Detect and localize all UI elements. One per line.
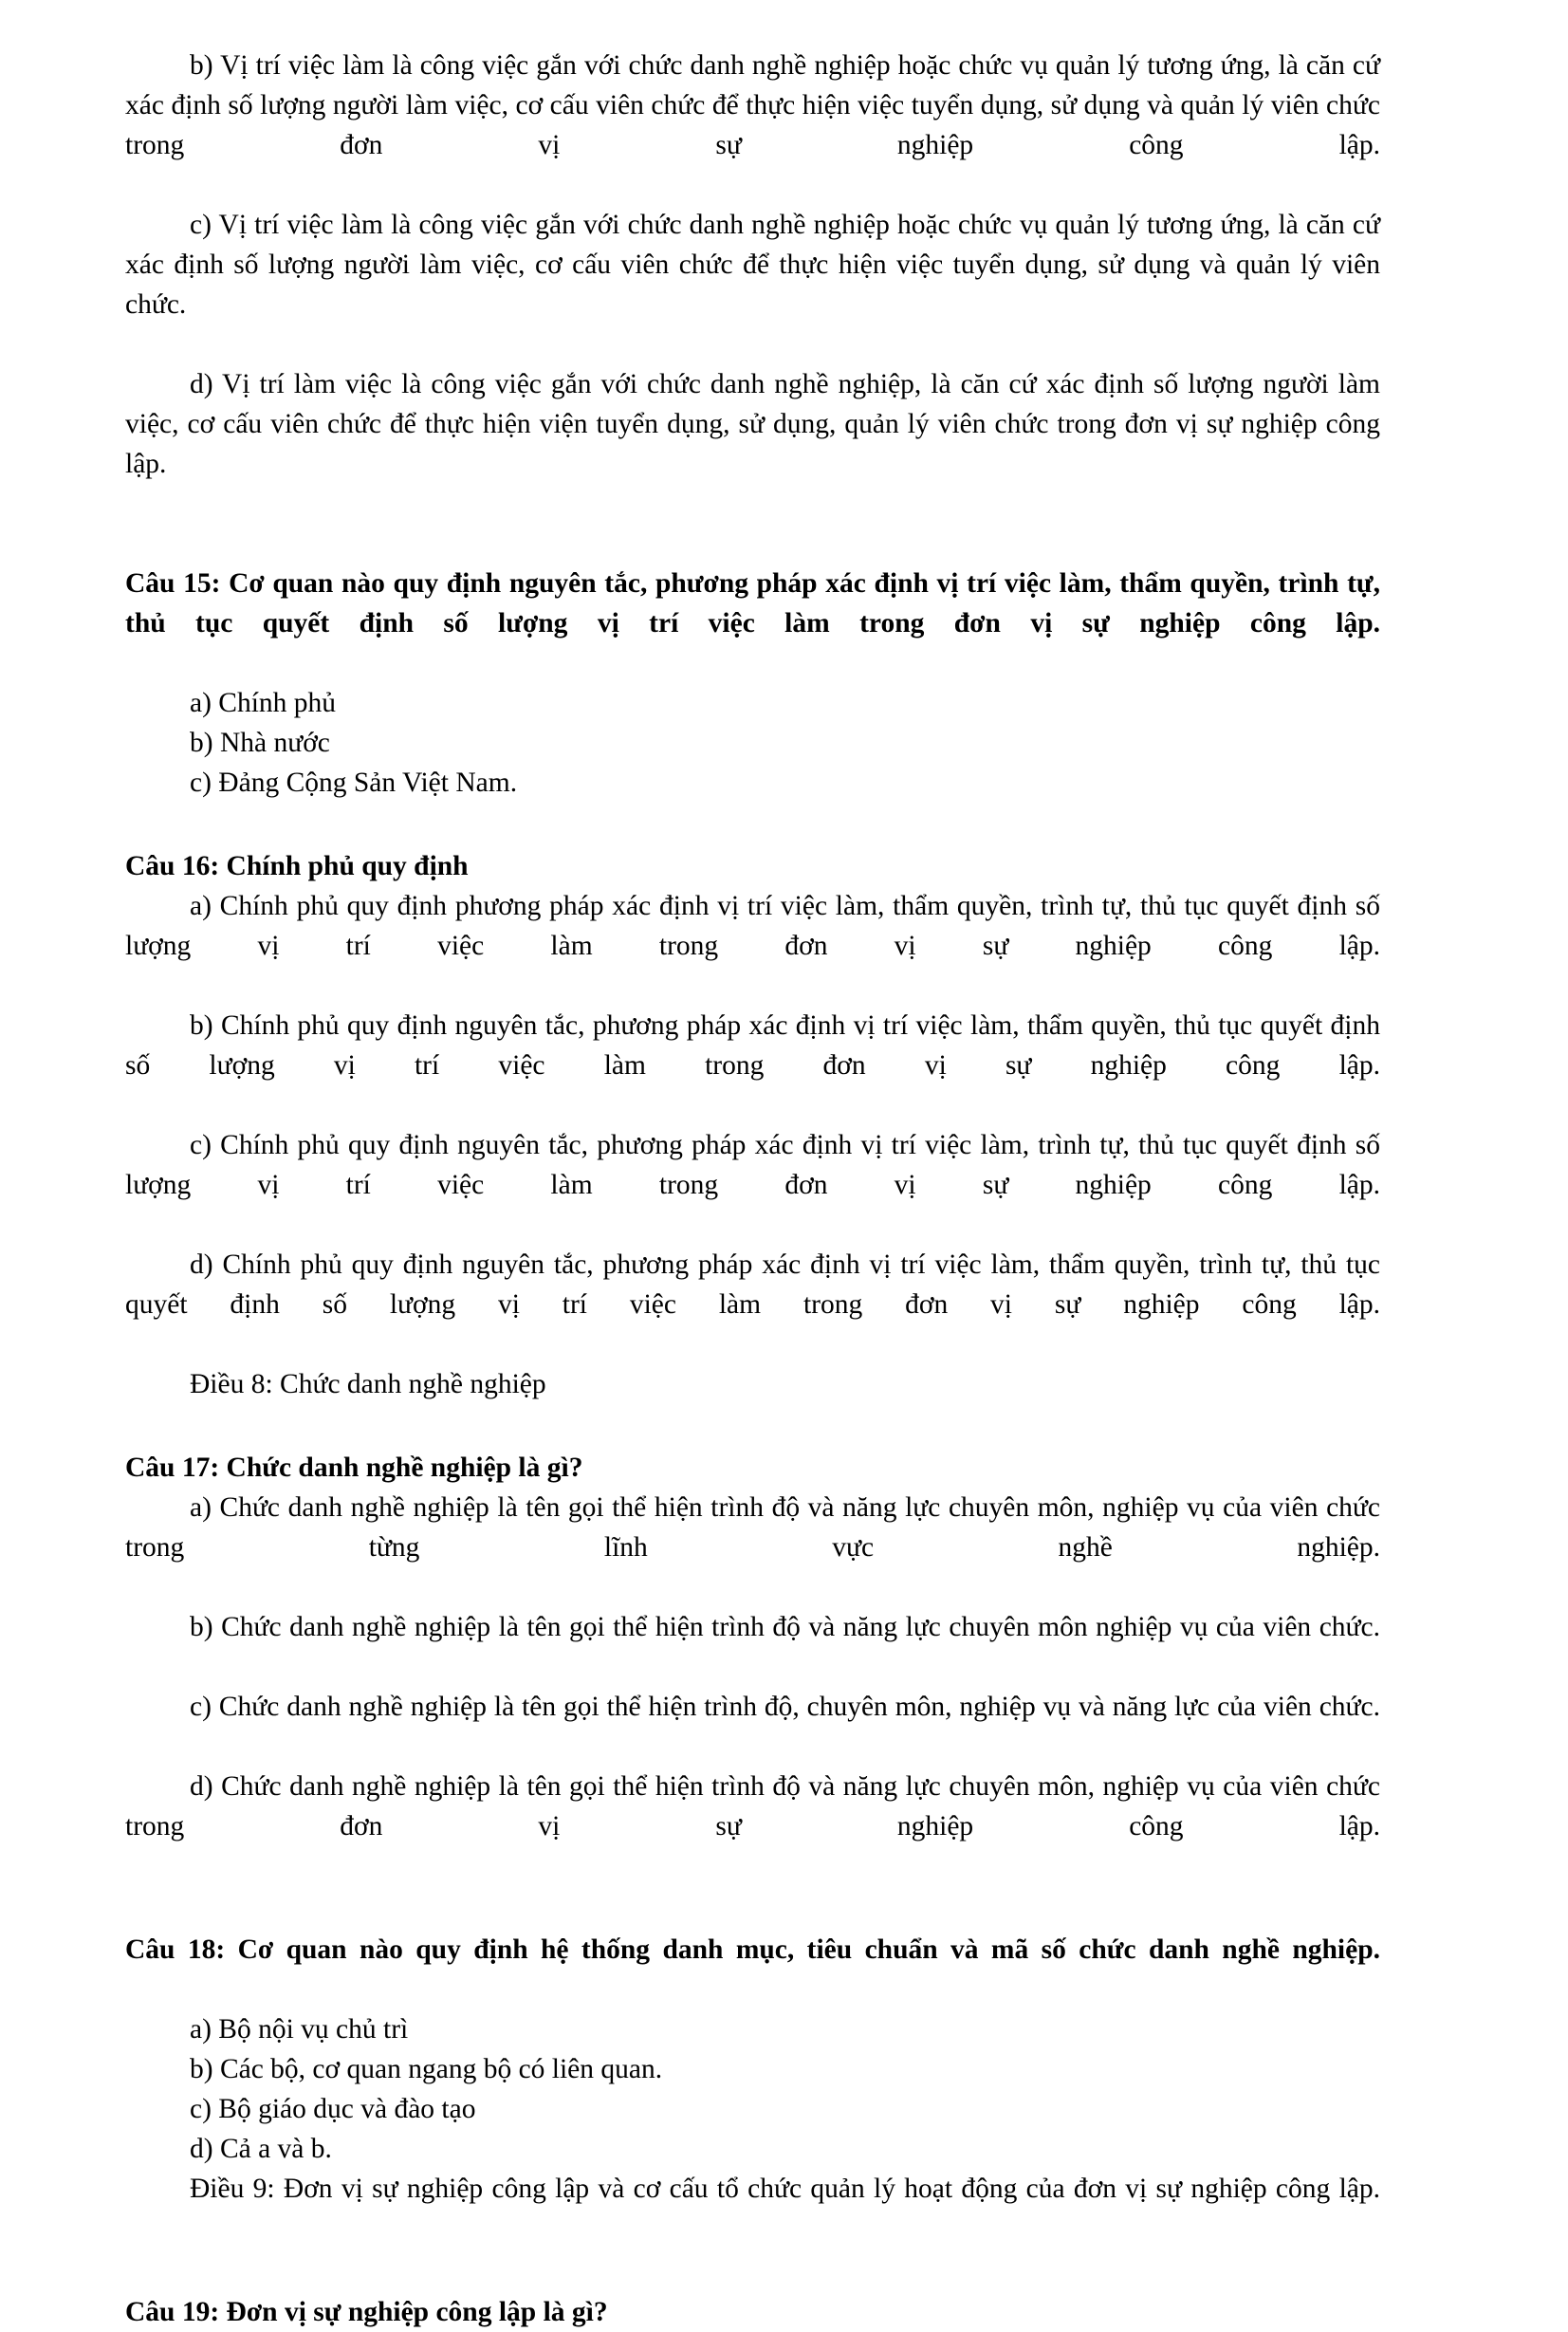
block-spacer (125, 1886, 1380, 1930)
question-heading-cau-18: Câu 18: Cơ quan nào quy định hệ thống danh mục, tiêu chuẩn và mã số chức danh nghề nghiệp. (125, 1934, 1380, 1965)
option-cau-17-a: a) Chức danh nghề nghiệp là tên gọi thể hiện trình độ và năng lực chuyên môn, nghiệp vụ của viên chức trong từng lĩnh vực nghề nghiệp. (125, 1492, 1380, 1563)
option-cau-16-d: d) Chính phủ quy định nguyên tắc, phương pháp xác định vị trí việc làm, thẩm quyền, trình tự, thủ tục quyết định số lượng vị trí việc làm trong đơn vị sự nghiệp công lập. (125, 1249, 1380, 1320)
option-cau-16-a: a) Chính phủ quy định phương pháp xác định vị trí việc làm, thẩm quyền, trình tự, thủ tục quyết định số lượng vị trí việc làm trong đơn vị sự nghiệp công lập. (125, 891, 1380, 961)
question-heading-cau-19: Câu 19: Đơn vị sự nghiệp công lập là gì? (125, 2297, 608, 2327)
option-cau-17-c: c) Chức danh nghề nghiệp là tên gọi thể hiện trình độ, chuyên môn, nghiệp vụ và năng lực của viên chức. (190, 1692, 1380, 1722)
option-cau-15-a: a) Chính phủ (190, 688, 337, 718)
block-spacer (125, 2249, 1380, 2292)
question-heading-cau-17: Câu 17: Chức danh nghề nghiệp là gì? (125, 1453, 583, 1483)
question-heading-cau-16: Câu 16: Chính phủ quy định (125, 851, 469, 881)
paragraph-q14-option-c: c) Vị trí việc làm là công việc gắn với chức danh nghề nghiệp hoặc chức vụ quản lý tương ứng, là căn cứ xác định số lượng người làm việc, cơ cấu viên chức để thực hiện việc tuyển dụng, sử dụng và quản lý viên chức. (125, 210, 1380, 320)
block-spacer (125, 524, 1380, 564)
option-cau-18-b: b) Các bộ, cơ quan ngang bộ có liên quan. (190, 2054, 663, 2084)
note-dieu-9: Điều 9: Đơn vị sự nghiệp công lập và cơ cấu tổ chức quản lý hoạt động của đơn vị sự nghiệp công lập. (190, 2174, 1380, 2204)
option-cau-18-d: d) Cả a và b. (190, 2134, 332, 2164)
option-cau-17-b: b) Chức danh nghề nghiệp là tên gọi thể hiện trình độ và năng lực chuyên môn nghiệp vụ của viên chức. (190, 1612, 1380, 1642)
option-cau-16-b: b) Chính phủ quy định nguyên tắc, phương pháp xác định vị trí việc làm, thẩm quyền, thủ tục quyết định số lượng vị trí việc làm trong đơn vị sự nghiệp công lập. (125, 1010, 1380, 1081)
paragraph-q14-option-b: b) Vị trí việc làm là công việc gắn với chức danh nghề nghiệp hoặc chức vụ quản lý tương ứng, là căn cứ xác định số lượng người làm việc, cơ cấu viên chức để thực hiện việc tuyển dụng, sử dụng và quản lý viên chức trong đơn vị sự nghiệp công lập. (125, 50, 1380, 160)
option-cau-18-a: a) Bộ nội vụ chủ trì (190, 2014, 409, 2045)
option-cau-15-b: b) Nhà nước (190, 728, 330, 758)
block-spacer (125, 803, 1380, 846)
option-cau-18-c: c) Bộ giáo dục và đào tạo (190, 2094, 476, 2124)
option-cau-16-c: c) Chính phủ quy định nguyên tắc, phương pháp xác định vị trí việc làm, trình tự, thủ tục quyết định số lượng vị trí việc làm trong đơn vị sự nghiệp công lập. (125, 1130, 1380, 1200)
option-cau-17-d: d) Chức danh nghề nghiệp là tên gọi thể hiện trình độ và năng lực chuyên môn, nghiệp vụ của viên chức trong đơn vị sự nghiệp công lập. (125, 1771, 1380, 1842)
paragraph-q14-option-d: d) Vị trí làm việc là công việc gắn với chức danh nghề nghiệp, là căn cứ xác định số lượng người làm việc, cơ cấu viên chức để thực hiện viện tuyển dụng, sử dụng, quản lý viên chức trong đơn vị sự nghiệp công lập. (125, 369, 1380, 479)
question-heading-cau-15: Câu 15: Cơ quan nào quy định nguyên tắc, phương pháp xác định vị trí việc làm, thẩm quyền, trình tự, thủ tục quyết định số lượng vị trí việc làm trong đơn vị sự nghiệp công lập. (125, 568, 1380, 639)
note-dieu-8: Điều 8: Chức danh nghề nghiệp (190, 1369, 546, 1399)
option-cau-15-c: c) Đảng Cộng Sản Việt Nam. (190, 768, 518, 798)
block-spacer (125, 1404, 1380, 1448)
document-body (125, 46, 1380, 2332)
